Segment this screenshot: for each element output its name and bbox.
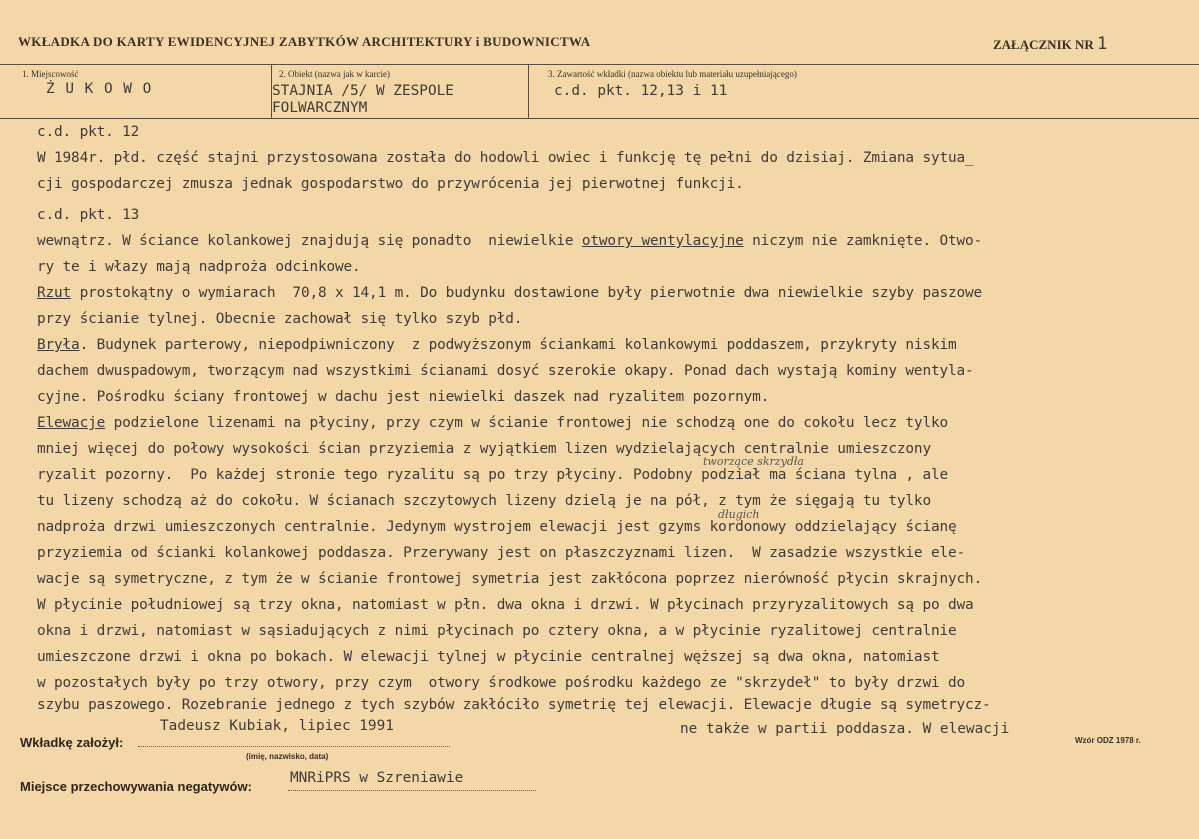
- author-line: [138, 746, 450, 747]
- body-line: nadproża drzwi umieszczonych centralnie. Jedynym wystrojem elewacji jest gzyms kordonowy oddzielający ścianę: [37, 519, 957, 535]
- fields-divider: [0, 118, 1199, 119]
- form-title: WKŁADKA DO KARTY EWIDENCYJNEJ ZABYTKÓW ARCHITEKTURY i BUDOWNICTWA: [18, 34, 591, 49]
- author-label: Wkładkę założył:: [20, 735, 124, 750]
- body-line: W płycinie południowej są trzy okna, natomiast w płn. dwa okna i drzwi. W płycinach przyryzalitowych są po dwa: [37, 597, 974, 613]
- body-line: szybu paszowego. Rozebranie jednego z tych szybów zakłóciło symetrię tej elewacji. Elewacje długie są symetrycz-: [37, 697, 991, 713]
- underlined-term: Bryła: [37, 337, 80, 353]
- content-value: c.d. pkt. 12,13 i 11: [554, 83, 728, 99]
- body-line: okna i drzwi, natomiast w sąsiadujących z nimi płycinach po cztery okna, a w płycinie ryzalitowej centralnie: [37, 623, 957, 639]
- place-value: Ż U K O W O: [46, 81, 153, 97]
- body-last-line: ne także w partii poddasza. W elewacji: [680, 721, 1010, 737]
- object-value-line2: FOLWARCZNYM: [272, 100, 368, 116]
- form-code: Wzór ODZ 1978 r.: [1075, 736, 1141, 745]
- storage-line: [288, 790, 536, 791]
- body-line: ry te i włazy mają nadproża odcinkowe.: [37, 259, 361, 275]
- storage-label: Miejsce przechowywania negatywów:: [20, 779, 252, 794]
- header-divider: [0, 64, 1199, 65]
- author-caption: (imię, nazwisko, data): [246, 752, 329, 761]
- body-line: c.d. pkt. 13: [37, 207, 140, 223]
- object-value-line1: STAJNIA /5/ W ZESPOLE: [272, 83, 454, 99]
- body-line: cyjne. Pośrodku ściany frontowej w dachu jest niewielki daszek nad ryzalitem pozornym.: [37, 389, 770, 405]
- body-line: cji gospodarczej zmusza jednak gospodarstwo do przywrócenia jej pierwotnej funkcji.: [37, 176, 744, 192]
- body-line: w pozostałych były po trzy otwory, przy czym otwory środkowe pośrodku każdego ze "skrzydeł" to były drzwi do: [37, 675, 966, 691]
- body-line: Elewacje podzielone lizenami na płyciny, przy czym w ścianie frontowej nie schodzą one do cokołu lecz tylko: [37, 415, 949, 431]
- body-line: Bryła. Budynek parterowy, niepodpiwniczony z podwyższonym ściankami kolankowymi poddaszem, przykryty niskim: [37, 337, 957, 353]
- attachment-label-text: ZAŁĄCZNIK NR: [993, 37, 1094, 52]
- handwritten-insert-wings: tworzące skrzydła: [703, 455, 804, 468]
- body-line: przyziemia od ścianki kolankowej poddasza. Przerywany jest on płaszczyznami lizen. W zasadzie wszystkie ele-: [37, 545, 966, 561]
- body-line: tu lizeny schodzą aż do cokołu. W ścianach szczytowych lizeny dzielą je na pół, z tym że sięgają tu tylko: [37, 493, 931, 509]
- body-line: wewnątrz. W ściance kolankowej znajdują się ponadto niewielkie otwory wentylacyjne niczym nie zamknięte. Otwo-: [37, 233, 983, 249]
- content-label: 3. Zawartość wkładki (nazwa obiektu lub materiału uzupełniającego): [548, 69, 797, 79]
- field-separator-2: [528, 64, 529, 118]
- body-line: wacje są symetryczne, z tym że w ścianie frontowej symetria jest zakłócona poprzez nierówność płycin skrajnych.: [37, 571, 983, 587]
- body-line: Rzut prostokątny o wymiarach 70,8 x 14,1 m. Do budynku dostawione były pierwotnie dwa niewielkie szyby paszowe: [37, 285, 983, 301]
- underlined-term: Elewacje: [37, 415, 106, 431]
- author-value: Tadeusz Kubiak, lipiec 1991: [160, 718, 394, 734]
- object-label: 2. Obiekt (nazwa jak w karcie): [279, 69, 390, 79]
- underlined-term: Rzut: [37, 285, 72, 301]
- body-line: ryzalit pozorny. Po każdej stronie tego ryzalitu są po trzy płyciny. Podobny podział ma ściana tylna , ale: [37, 467, 948, 483]
- body-line: przy ścianie tylnej. Obecnie zachował się tylko szyb płd.: [37, 311, 523, 327]
- handwritten-insert-long: długich: [718, 508, 760, 521]
- body-line: dachem dwuspadowym, tworzącym nad wszystkimi ścianami dosyć szerokie okapy. Ponad dach wystają kominy wentyla-: [37, 363, 974, 379]
- attachment-number: 1: [1097, 34, 1108, 54]
- place-label: 1. Miejscowość: [22, 69, 79, 79]
- body-line: umieszczone drzwi i okna po bokach. W elewacji tylnej w płycinie centralnej węższej są dwa okna, natomiast: [37, 649, 940, 665]
- body-line: W 1984r. płd. część stajni przystosowana została do hodowli owiec i funkcję tę pełni do dzisiaj. Zmiana sytua_: [37, 150, 974, 166]
- body-line: c.d. pkt. 12: [37, 124, 140, 140]
- storage-value: MNRiPRS w Szreniawie: [290, 770, 464, 786]
- underlined-term: otwory wentylacyjne: [581, 233, 744, 249]
- attachment-label: [993, 34, 1107, 54]
- body-line: mniej więcej do połowy wysokości ścian przyziemia z wyjątkiem lizen wydzielających centralnie umieszczony: [37, 441, 931, 457]
